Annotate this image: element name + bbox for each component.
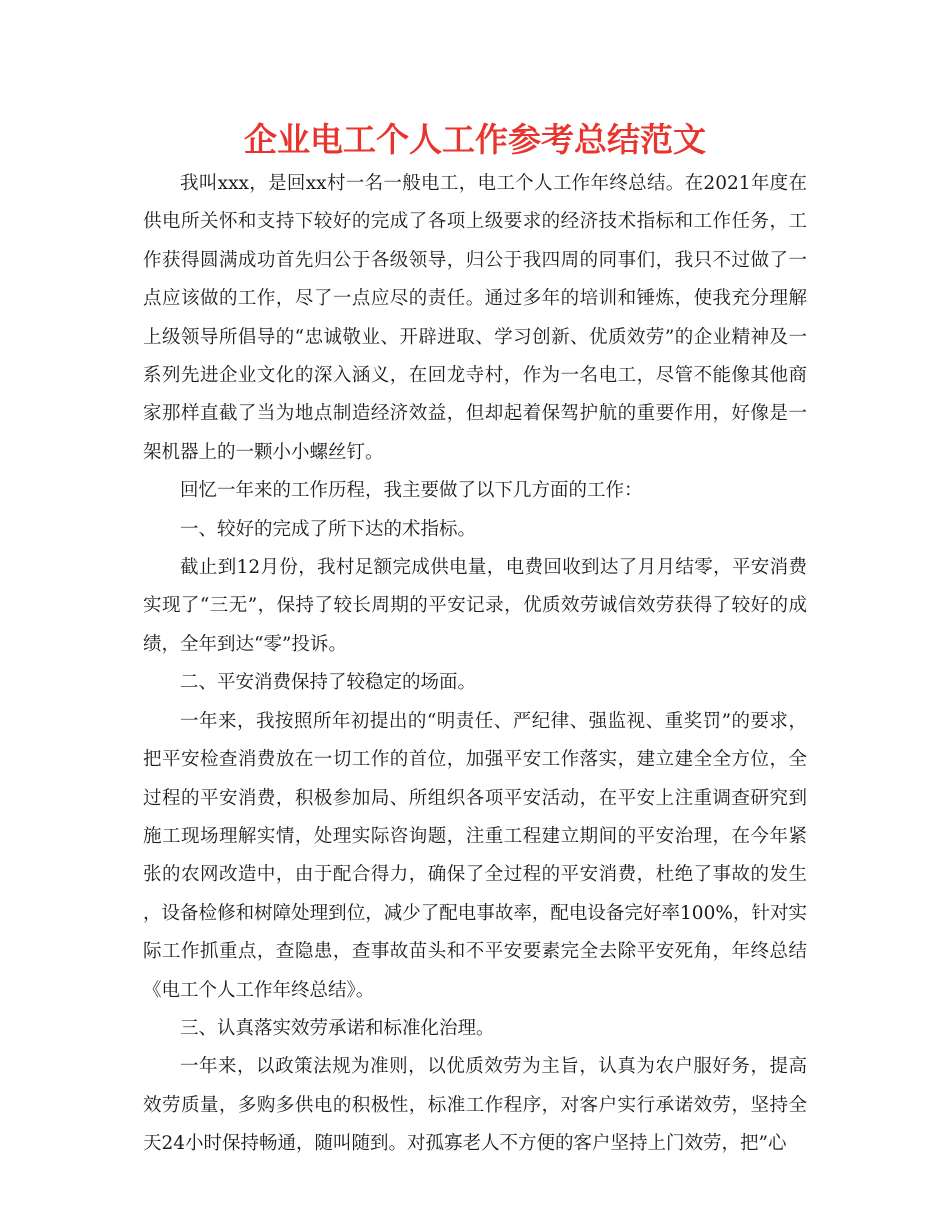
paragraph: 回忆一年来的工作历程，我主要做了以下几方面的工作： [180,480,643,502]
paragraph: 一年来，以政策法规为准则，以优质效劳为主旨，认真为农户服好务，提高效劳质量，多购多供电的积极性，标准工作程序，对客户实行承诺效劳，坚持全天24小时保持畅通，随叫随到。对孤寡老人不方便的客户坚持上门效劳，把”心 [143,1056,807,1155]
paragraph: 截止到12月份，我村足额完成供电量，电费回收到达了月月结零，平安消费实现了“三无”，保持了较长周期的平安记录，优质效劳诚信效劳获得了较好的成绩，全年到达“零”投诉。 [143,557,807,655]
section-heading: 二、平安消费保持了较稳定的场面。 [180,672,477,694]
paragraph: 我叫xxx，是回xx村一名一般电工，电工个人工作年终总结。在2021年度在供电所关怀和支持下较好的完成了各项上级要求的经济技术指标和工作任务，工作获得圆满成功首先归公于各级领导，归公于我四周的同事们，我只不过做了一点应该做的工作，尽了一点应尽的责任。通过多年的培训和锤炼，使我充分理解上级领导所倡导的“忠诚敬业、开辟进取、学习创新、优质效劳”的企业精神及一系列先进企业文化的深入涵义，在回龙寺村，作为一名电工，尽管不能像其他商家那样直截了当为地点制造经济效益，但却起着保驾护航的重要作用，好像是一架机器上的一颗小小螺丝钉。 [143,173,807,463]
document-title: 企业电工个人工作参考总结范文 [244,120,706,159]
document-body [143,165,807,1164]
paragraph: 一年来，我按照所年初提出的“明责任、严纪律、强监视、重奖罚”的要求，把平安检查消费放在一切工作的首位，加强平安工作落实，建立建全全方位，全过程的平安消费，积极参加局、所组织各项平安活动，在平安上注重调查研究到施工现场理解实情，处理实际咨询题，注重工程建立期间的平安治理，在今年紧张的农网改造中，由于配合得力，确保了全过程的平安消费，杜绝了事故的发生，设备检修和树障处理到位，减少了配电事故率，配电设备完好率100%，针对实际工作抓重点，查隐患，查事故苗头和不平安要素完全去除平安死角，年终总结《电工个人工作年终总结》。 [143,710,807,1001]
section-heading: 三、认真落实效劳承诺和标准化治理。 [180,1017,495,1039]
section-heading: 一、较好的完成了所下达的术指标。 [180,518,477,540]
